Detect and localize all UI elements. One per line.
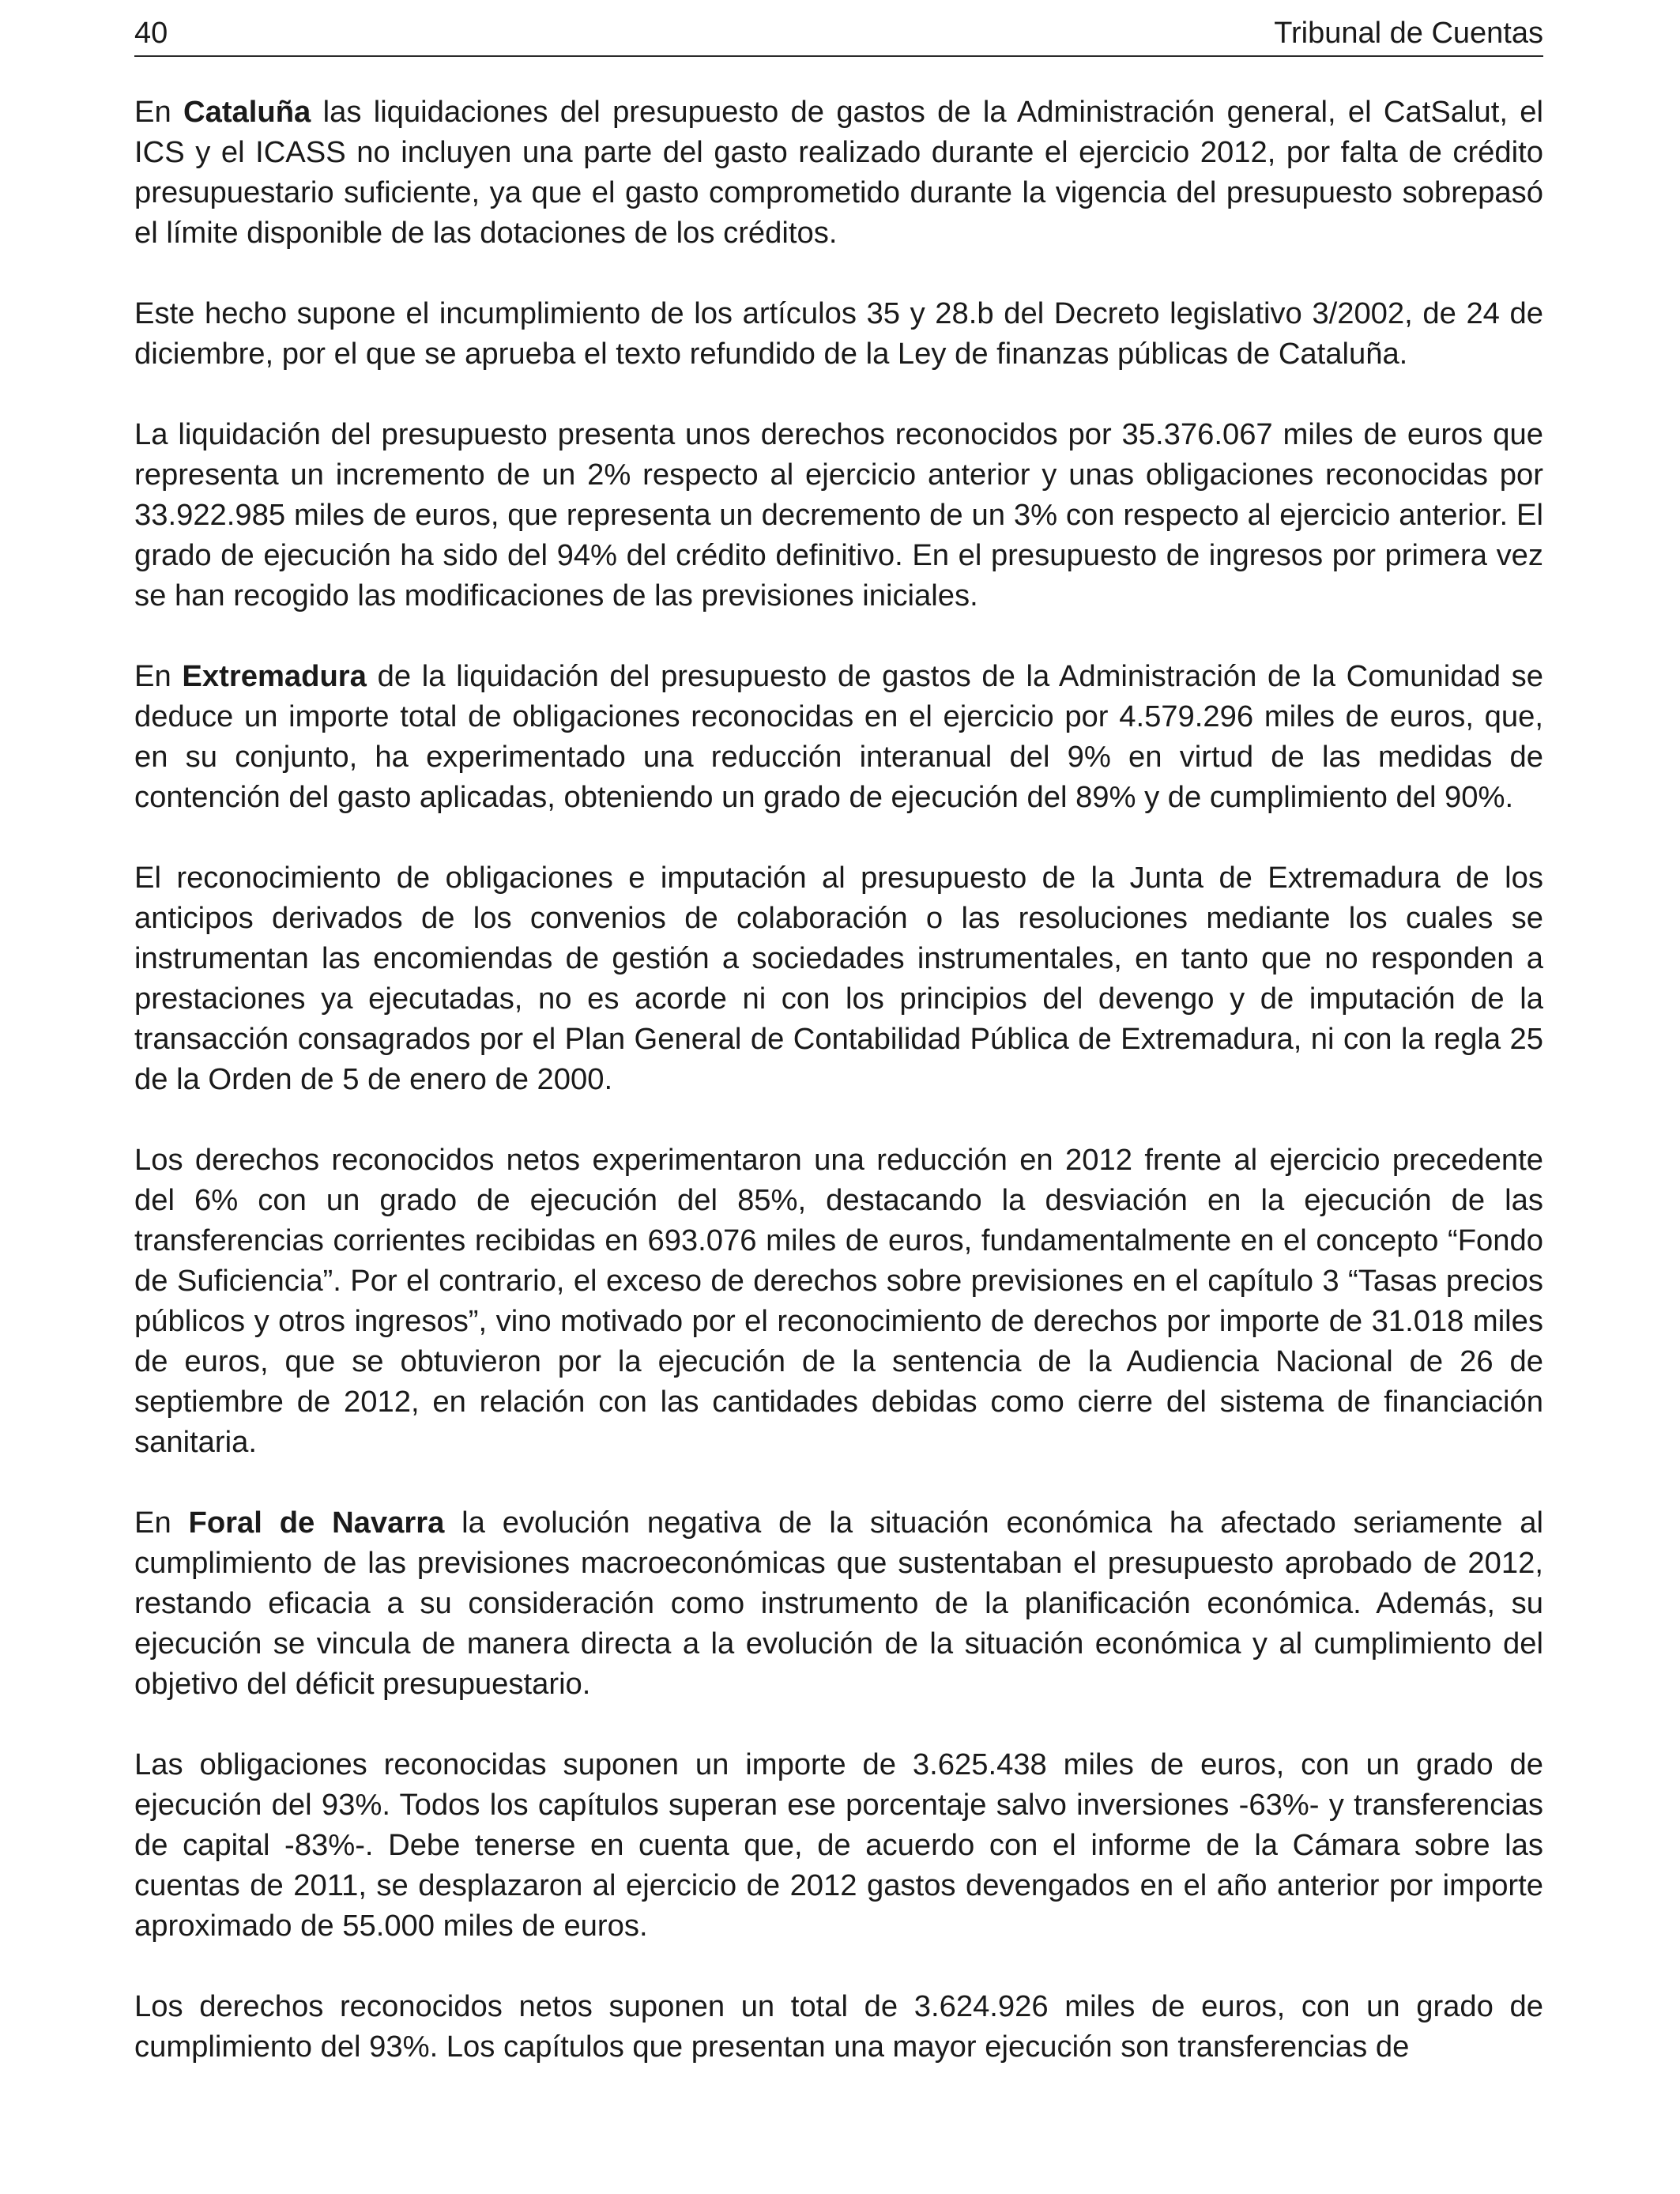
paragraph-text: Las obligaciones reconocidas suponen un importe de 3.625.438 miles de euros, con un grado de ejecución del 93%. Todos los capítulos superan ese porcentaje salvo inversiones -63%- y transferencias de capital -83%-. Debe tenerse en cuenta que, de acuerdo con el informe de la Cámara sobre las cuentas de 2011, se desplazaron al ejercicio de 2012 gastos devengados en el año anterior por importe aproximado de 55.000 miles de euros. (134, 1747, 1543, 1943)
paragraph-cataluna-legal (134, 293, 1543, 374)
paragraph-text: Este hecho supone el incumplimiento de los artículos 35 y 28.b del Decreto legislativo 3/2002, de 24 de diciembre, por el que se aprueba el texto refundido de la Ley de finanzas públicas de Cataluña. (134, 296, 1543, 371)
page-header (134, 11, 1543, 57)
paragraph-text: las liquidaciones del presupuesto de gastos de la Administración general, el CatSalut, el ICS y el ICASS no incluyen una parte del gasto realizado durante el ejercicio 2012, por falta de crédito presupuestario suficiente, ya que el gasto comprometido durante la vigencia del presupuesto sobrepasó el límite disponible de las dotaciones de los créditos. (134, 95, 1543, 250)
paragraph-text: la evolución negativa de la situación económica ha afectado seriamente al cumplimiento de las previsiones macroeconómicas que sustentaban el presupuesto aprobado de 2012, restando eficacia a su consideración como instrumento de la planificación económica. Además, su ejecución se vincula de manera directa a la evolución de la situación económica y al cumplimiento del objetivo del déficit presupuestario. (134, 1506, 1543, 1701)
paragraph-cataluna-liquidation (134, 414, 1543, 616)
paragraph-navarra-intro (134, 1502, 1543, 1704)
paragraph-text: El reconocimiento de obligaciones e imputación al presupuesto de la Junta de Extremadura de los anticipos derivados de los convenios de colaboración o las resoluciones mediante los cuales se instrumentan las encomiendas de gestión a sociedades instrumentales, en tanto que no responden a prestaciones ya ejecutadas, no es acorde ni con los principios del devengo y de imputación de la transacción consagrados por el Plan General de Contabilidad Pública de Extremadura, ni con la regla 25 de la Orden de 5 de enero de 2000. (134, 861, 1543, 1096)
paragraph-prefix: En (134, 1506, 189, 1540)
region-name-extremadura: Extremadura (182, 659, 367, 693)
region-name-navarra: Foral de Navarra (188, 1506, 445, 1540)
paragraph-extremadura-intro (134, 656, 1543, 817)
paragraph-text: La liquidación del presupuesto presenta unos derechos reconocidos por 35.376.067 miles de euros que representa un incremento de un 2% respecto al ejercicio anterior y unas obligaciones reconocidas por 33.922.985 miles de euros, que representa un decremento de un 3% con respecto al ejercicio anterior. El grado de ejecución ha sido del 94% del crédito definitivo. En el presupuesto de ingresos por primera vez se han recogido las modificaciones de las previsiones iniciales. (134, 417, 1543, 613)
region-name-cataluna: Cataluña (183, 95, 311, 129)
paragraph-prefix: En (134, 95, 184, 129)
paragraph-text: Los derechos reconocidos netos suponen un total de 3.624.926 miles de euros, con un grado de cumplimiento del 93%. Los capítulos que presentan una mayor ejecución son transferencias de (134, 1989, 1543, 2064)
paragraph-prefix: En (134, 659, 183, 693)
document-body (134, 92, 1543, 2107)
publisher-name: Tribunal de Cuentas (1274, 17, 1543, 50)
paragraph-cataluna-intro (134, 92, 1543, 253)
page-number: 40 (134, 17, 168, 50)
paragraph-navarra-obligations (134, 1744, 1543, 1946)
paragraph-text: Los derechos reconocidos netos experimentaron una reducción en 2012 frente al ejercicio precedente del 6% con un grado de ejecución del 85%, destacando la desviación en la ejecución de las transferencias corrientes recibidas en 693.076 miles de euros, fundamentalmente en el concepto “Fondo de Suficiencia”. Por el contrario, el exceso de derechos sobre previsiones en el capítulo 3 “Tasas precios públicos y otros ingresos”, vino motivado por el reconocimiento de derechos por importe de 31.018 miles de euros, que se obtuvieron por la ejecución de la sentencia de la Audiencia Nacional de 26 de septiembre de 2012, en relación con las cantidades debidas como cierre del sistema de financiación sanitaria. (134, 1143, 1543, 1459)
paragraph-extremadura-obligations (134, 858, 1543, 1099)
paragraph-extremadura-rights (134, 1140, 1543, 1462)
paragraph-text: de la liquidación del presupuesto de gastos de la Administración de la Comunidad se deduce un importe total de obligaciones reconocidas en el ejercicio por 4.579.296 miles de euros, que, en su conjunto, ha experimentado una reducción interanual del 9% en virtud de las medidas de contención del gasto aplicadas, obteniendo un grado de ejecución del 89% y de cumplimiento del 90%. (134, 659, 1543, 814)
paragraph-navarra-rights (134, 1986, 1543, 2067)
